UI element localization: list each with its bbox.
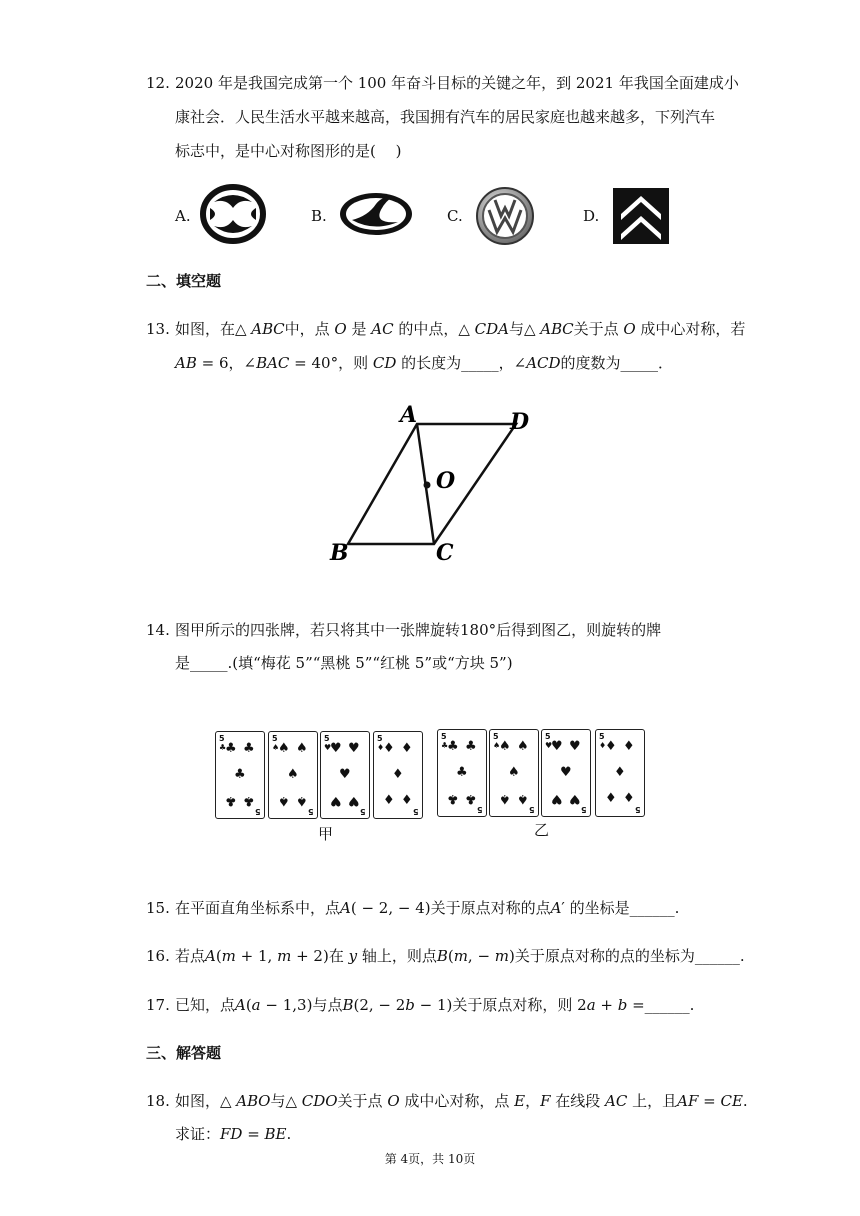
heart-icon: ♥	[551, 791, 563, 806]
card-diamond-5	[373, 731, 423, 819]
heart-icon: ♥	[348, 741, 360, 756]
card-heart-5	[541, 729, 591, 817]
chevron-logo-icon	[613, 188, 669, 244]
question-18-line-2: 求证：𝐹𝐷 = 𝐵𝐸.	[175, 1125, 292, 1143]
diamond-icon: ♦	[614, 765, 626, 780]
club-icon: ♣	[225, 793, 237, 808]
question-16-number: 16.	[146, 947, 170, 965]
question-15-line-1: 在平面直角坐标系中，点𝐴( − 2, − 4)关于原点对称的点𝐴′ 的坐标是______.	[175, 899, 680, 917]
parallelogram-figure	[320, 392, 560, 572]
card-index: 5	[477, 805, 483, 814]
card-spade-5	[489, 729, 539, 817]
heart-icon: ♥	[569, 739, 581, 754]
point-label-o: O	[436, 468, 456, 494]
club-icon: ♣	[243, 741, 255, 756]
question-18-line-1: 如图，△ 𝐴𝐵𝑂与△ 𝐶𝐷𝑂关于点 𝑂 成中心对称，点 𝐸，𝐹 在线段 𝐴𝐶 上，且𝐴𝐹 = 𝐶𝐸.	[175, 1092, 748, 1110]
card-club-5	[437, 729, 487, 817]
spade-icon: ♠	[493, 741, 501, 750]
vertex-label-c: C	[436, 540, 454, 566]
vertex-label-a: A	[400, 402, 418, 428]
card-index: 5	[308, 807, 314, 816]
heart-icon: ♥	[339, 767, 351, 782]
card-index: 5	[635, 805, 641, 814]
option-b-label: B.	[311, 207, 327, 225]
question-12-line-1: 2020 年是我国完成第一个 100 年奋斗目标的关键之年，到 2021 年我国全面建成小	[175, 74, 739, 92]
diamond-icon: ♦	[377, 743, 385, 752]
card-index: 5	[255, 807, 261, 816]
option-d-label: D.	[583, 207, 600, 225]
club-icon: ♣	[441, 741, 449, 750]
question-13-line-1: 如图，在△ 𝐴𝐵𝐶中，点 𝑂 是 𝐴𝐶 的中点，△ 𝐶𝐷𝐴与△ 𝐴𝐵𝐶关于点 𝑂 成中心对称，若	[175, 320, 746, 338]
card-spade-5	[268, 731, 318, 819]
heart-icon: ♥	[545, 741, 553, 750]
diamond-icon: ♦	[383, 741, 395, 756]
card-index: 5	[529, 805, 535, 814]
club-icon: ♣	[465, 791, 477, 806]
club-icon: ♣	[219, 743, 227, 752]
question-14-line-1: 图甲所示的四张牌，若只将其中一张牌旋转180°后得到图乙，则旋转的牌	[175, 621, 662, 639]
spade-icon: ♠	[278, 741, 290, 756]
spade-icon: ♠	[287, 767, 299, 782]
heart-icon: ♥	[348, 793, 360, 808]
card-index: 5	[599, 732, 605, 741]
section-title-solve: 三、解答题	[146, 1044, 222, 1062]
heart-icon: ♥	[560, 765, 572, 780]
vw-logo-icon	[475, 186, 535, 246]
diamond-icon: ♦	[623, 791, 635, 806]
spade-icon: ♠	[499, 739, 511, 754]
club-icon: ♣	[447, 791, 459, 806]
spade-icon: ♠	[296, 793, 308, 808]
heart-icon: ♥	[324, 743, 332, 752]
card-index: 5	[413, 807, 419, 816]
spade-icon: ♠	[508, 765, 520, 780]
club-icon: ♣	[456, 765, 468, 780]
club-icon: ♣	[465, 739, 477, 754]
card-index: 5	[360, 807, 366, 816]
card-index: 5	[441, 732, 447, 741]
card-index: 5	[493, 732, 499, 741]
question-18-number: 18.	[146, 1092, 170, 1110]
heart-icon: ♥	[551, 739, 563, 754]
diamond-icon: ♦	[401, 741, 413, 756]
diamond-icon: ♦	[392, 767, 404, 782]
wing-emblem-logo-icon	[338, 190, 414, 238]
card-diamond-5	[595, 729, 645, 817]
question-17-line-1: 已知，点𝐴(𝑎 − 1,3)与点𝐵(2, − 2𝑏 − 1)关于原点对称，则 2𝑎 + 𝑏 =______.	[175, 996, 695, 1014]
club-icon: ♣	[234, 767, 246, 782]
question-12-line-2: 康社会．人民生活水平越来越高，我国拥有汽车的居民家庭也越来越多，下列汽车	[175, 108, 716, 126]
card-index: 5	[272, 734, 278, 743]
question-15-number: 15.	[146, 899, 170, 917]
diamond-icon: ♦	[605, 791, 617, 806]
card-index: 5	[581, 805, 587, 814]
figure-label-yi: 乙	[534, 821, 550, 839]
spade-icon: ♠	[517, 739, 529, 754]
club-icon: ♣	[447, 739, 459, 754]
diamond-icon: ♦	[605, 739, 617, 754]
option-a-label: A.	[175, 207, 191, 225]
heart-icon: ♥	[330, 741, 342, 756]
question-13-line-2: 𝐴𝐵 = 6，∠𝐵𝐴𝐶 = 40°，则 𝐶𝐷 的长度为_____，∠𝐴𝐶𝐷的度数为_____．	[175, 354, 674, 372]
question-17-number: 17.	[146, 996, 170, 1014]
spade-icon: ♠	[278, 793, 290, 808]
card-club-5	[215, 731, 265, 819]
spade-icon: ♠	[296, 741, 308, 756]
diamond-icon: ♦	[599, 741, 607, 750]
spade-icon: ♠	[517, 791, 529, 806]
club-icon: ♣	[225, 741, 237, 756]
heart-icon: ♥	[569, 791, 581, 806]
figure-label-jia: 甲	[318, 825, 334, 843]
parallelogram-shape	[348, 424, 516, 544]
question-14-line-2: 是_____.(填“梅花 5”“黑桃 5”“红桃 5”或“方块 5”)	[175, 654, 513, 672]
vertex-label-d: D	[510, 409, 530, 435]
diamond-icon: ♦	[383, 793, 395, 808]
page-footer: 第 4页，共 10页	[384, 1152, 476, 1166]
card-heart-5	[320, 731, 370, 819]
question-12-line-3: 标志中，是中心对称图形的是( )	[175, 142, 402, 160]
spade-icon: ♠	[499, 791, 511, 806]
question-14-number: 14.	[146, 621, 170, 639]
card-index: 5	[324, 734, 330, 743]
question-12-number: 12.	[146, 74, 170, 92]
diamond-icon: ♦	[401, 793, 413, 808]
card-index: 5	[219, 734, 225, 743]
diamond-icon: ♦	[623, 739, 635, 754]
card-index: 5	[377, 734, 383, 743]
question-16-line-1: 若点𝐴(𝑚 + 1, 𝑚 + 2)在 𝑦 轴上，则点𝐵(𝑚, − 𝑚)关于原点对称的点的坐标为______.	[175, 947, 745, 965]
club-icon: ♣	[243, 793, 255, 808]
option-c-label: C.	[447, 207, 463, 225]
dongfeng-logo-icon	[200, 184, 266, 244]
vertex-label-b: B	[330, 540, 349, 566]
heart-icon: ♥	[330, 793, 342, 808]
spade-icon: ♠	[272, 743, 280, 752]
section-title-fill-in: 二、填空题	[146, 272, 222, 290]
question-13-number: 13.	[146, 320, 170, 338]
card-index: 5	[545, 732, 551, 741]
